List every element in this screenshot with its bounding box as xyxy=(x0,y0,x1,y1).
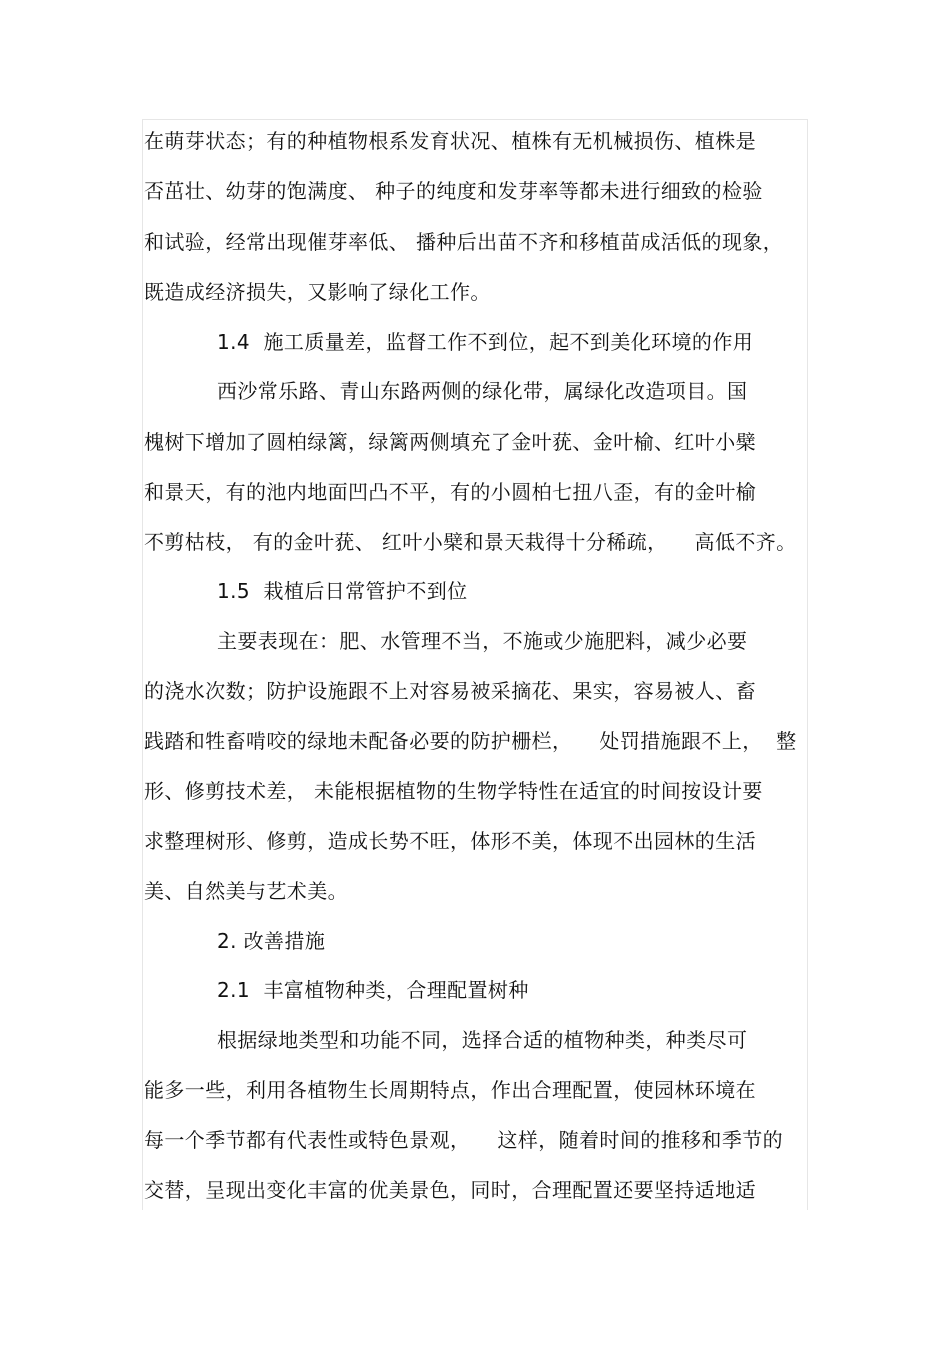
paragraph-line: 槐树下增加了圆柏绿篱，绿篱两侧填充了金叶莸、金叶榆、红叶小檗 xyxy=(144,430,756,454)
page-border-left xyxy=(142,119,143,1210)
paragraph-line: 西沙常乐路、青山东路两侧的绿化带，属绿化改造项目。国 xyxy=(217,379,748,403)
paragraph-line: 否茁壮、幼芽的饱满度、 种子的纯度和发芽率等都未进行细致的检验 xyxy=(144,179,763,203)
section-heading: 1.4 施工质量差，监督工作不到位，起不到美化环境的作用 xyxy=(217,330,754,354)
paragraph-line: 和景天，有的池内地面凹凸不平，有的小圆柏七扭八歪，有的金叶榆 xyxy=(144,480,756,504)
paragraph-line: 主要表现在：肥、水管理不当，不施或少施肥料，减少必要 xyxy=(217,629,748,653)
paragraph-line: 根据绿地类型和功能不同，选择合适的植物种类，种类尽可 xyxy=(217,1028,748,1052)
page-border-right xyxy=(807,119,808,1210)
section-heading: 2.1 丰富植物种类，合理配置树种 xyxy=(217,978,529,1002)
paragraph-line: 能多一些，利用各植物生长周期特点，作出合理配置，使园林环境在 xyxy=(144,1078,756,1102)
section-heading: 2. 改善措施 xyxy=(217,929,326,953)
paragraph-line: 既造成经济损失，又影响了绿化工作。 xyxy=(144,280,491,304)
paragraph-line: 交替，呈现出变化丰富的优美景色，同时，合理配置还要坚持适地适 xyxy=(144,1178,756,1202)
section-heading: 1.5 栽植后日常管护不到位 xyxy=(217,579,468,603)
paragraph-line: 的浇水次数；防护设施跟不上对容易被采摘花、果实，容易被人、畜 xyxy=(144,679,756,703)
paragraph-line: 形、修剪技术差， 未能根据植物的生物学特性在适宜的时间按设计要 xyxy=(144,779,763,803)
paragraph-line: 在萌芽状态；有的种植物根系发育状况、植株有无机械损伤、植株是 xyxy=(144,129,756,153)
paragraph-line: 不剪枯枝， 有的金叶莸、 红叶小檗和景天栽得十分稀疏， 高低不齐。 xyxy=(144,530,797,554)
paragraph-line: 美、自然美与艺术美。 xyxy=(144,879,348,903)
paragraph-line: 求整理树形、修剪，造成长势不旺，体形不美，体现不出园林的生活 xyxy=(144,829,756,853)
paragraph-line: 每一个季节都有代表性或特色景观， 这样，随着时间的推移和季节的 xyxy=(144,1128,784,1152)
paragraph-line: 践踏和牲畜啃咬的绿地未配备必要的防护栅栏， 处罚措施跟不上， 整 xyxy=(144,729,797,753)
page-border-top xyxy=(142,119,808,120)
paragraph-line: 和试验，经常出现催芽率低、 播种后出苗不齐和移植苗成活低的现象， xyxy=(144,230,784,254)
